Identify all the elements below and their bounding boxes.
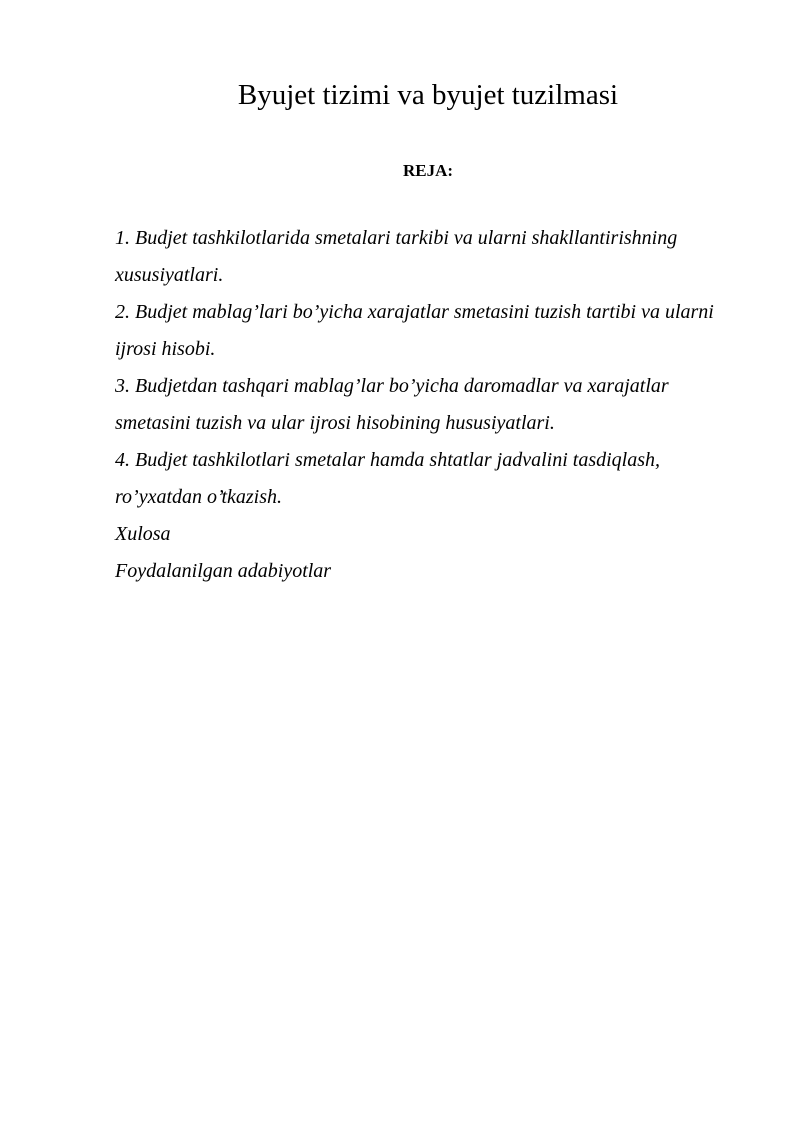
plan-item-2: 2. Budjet mablag’lari bo’yicha xarajatlar smetasini tuzish tartibi va ularni ijrosi hisobi. (115, 301, 714, 360)
plan-list (115, 220, 735, 590)
document-title: Byujet tizimi va byujet tuzilmasi (237, 79, 619, 111)
plan-heading: REJA: (402, 161, 454, 180)
plan-item-3: 3. Budjetdan tashqari mablag’lar bo’yicha daromadlar va xarajatlar smetasini tuzish va ular ijrosi hisobining hususiyatlari. (115, 375, 669, 434)
plan-item-4: 4. Budjet tashkilotlari smetalar hamda shtatlar jadvalini tasdiqlash, ro’yxatdan o’tkazish. (115, 449, 661, 508)
plan-item-references: Foydalanilgan adabiyotlar (115, 560, 332, 582)
plan-item-conclusion: Xulosa (115, 523, 171, 545)
plan-item-1: 1. Budjet tashkilotlarida smetalari tarkibi va ularni shakllantirishning xususiyatlari. (115, 227, 678, 286)
